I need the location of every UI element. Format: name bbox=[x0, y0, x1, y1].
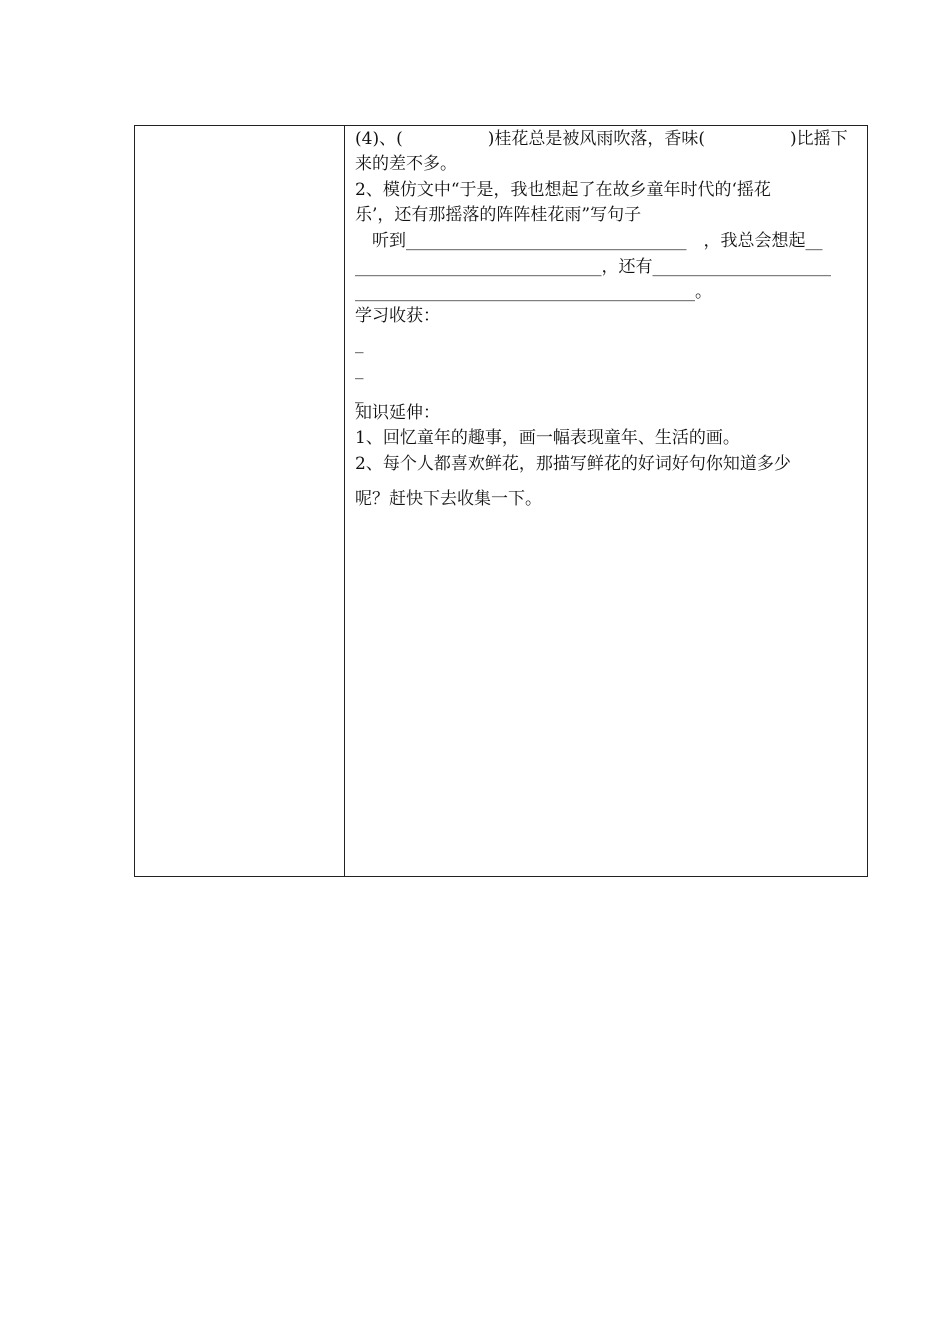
extend-item-2-line-2: 呢？赶快下去收集一下。 bbox=[355, 489, 542, 509]
fill-blank-line-3: ________________________________________。 bbox=[355, 282, 712, 302]
worksheet-table bbox=[134, 125, 868, 877]
left-column-cell bbox=[135, 126, 345, 876]
question-2-line-1: 2、模仿文中“于是，我也想起了在故乡童年时代的‘摇花 bbox=[355, 180, 771, 200]
extend-item-1: 1、回忆童年的趣事，画一幅表现童年、生活的画。 bbox=[355, 428, 740, 448]
fill-blank-line-1: 听到_________________________________ ，我总会想起__ bbox=[355, 231, 823, 251]
question-2-line-2: 乐’，还有那摇落的阵阵桂花雨”写句子 bbox=[355, 205, 642, 225]
harvest-blank: _ bbox=[355, 384, 364, 404]
fill-blank-line-2: _____________________________，还有_____________________ bbox=[355, 257, 831, 277]
question-4-continuation: 来的差不多。 bbox=[355, 154, 457, 174]
harvest-blank: _ bbox=[355, 334, 364, 354]
harvest-blank: _ bbox=[355, 360, 364, 380]
harvest-heading: 学习收获： bbox=[355, 306, 440, 326]
extend-item-2-line-1: 2、每个人都喜欢鲜花，那描写鲜花的好词好句你知道多少 bbox=[355, 454, 791, 474]
extend-heading: 知识延伸： bbox=[355, 403, 440, 423]
question-4-line: (4)、( )桂花总是被风雨吹落，香味( )比摇下 bbox=[355, 129, 848, 149]
right-column-cell bbox=[345, 126, 867, 876]
